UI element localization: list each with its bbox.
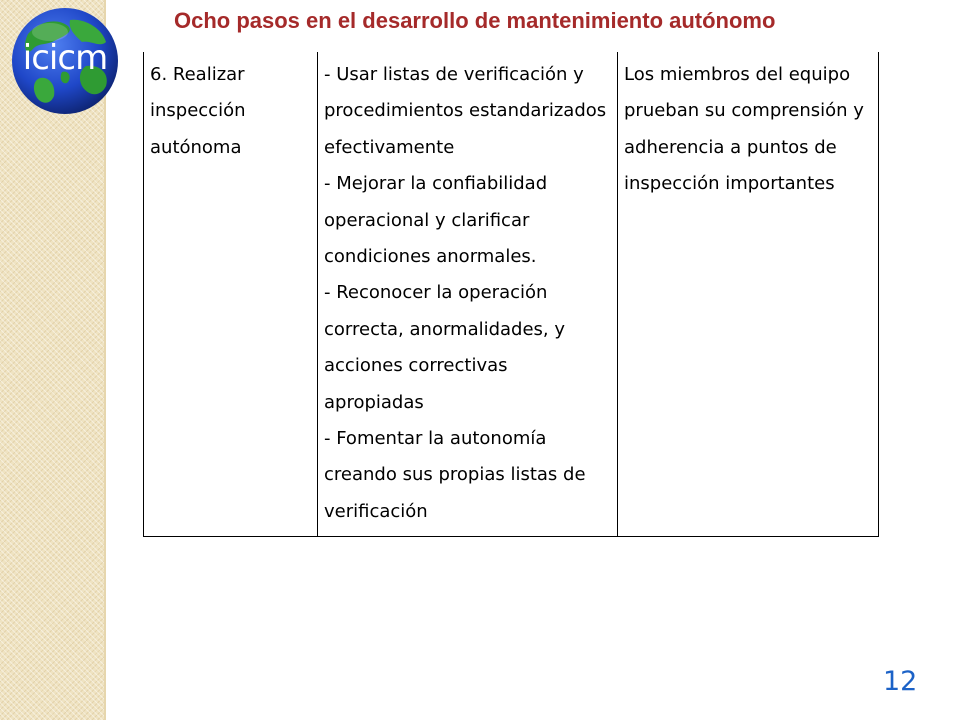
step-cell bbox=[144, 52, 318, 537]
steps-table bbox=[143, 52, 879, 537]
outcome-text: Los miembros del equipo prueban su comprensión y adherencia a puntos de inspección importantes bbox=[624, 64, 864, 195]
action-item: - Usar listas de verificación y procedimientos estandarizados efectivamente bbox=[324, 64, 607, 158]
icicm-logo bbox=[10, 6, 120, 116]
actions-cell bbox=[318, 52, 618, 537]
slide-title: Ocho pasos en el desarrollo de mantenimiento autónomo bbox=[174, 8, 776, 33]
action-item: - Fomentar la autonomía creando sus propias listas de verificación bbox=[324, 428, 586, 522]
logo-text: icicm bbox=[22, 38, 108, 78]
step-text: 6. Realizar inspección autónoma bbox=[150, 64, 246, 158]
action-item: - Reconocer la operación correcta, anormalidades, y acciones correctivas apropiadas bbox=[324, 282, 566, 413]
action-item: - Mejorar la confiabilidad operacional y clarificar condiciones anormales. bbox=[324, 173, 548, 268]
page-number: 12 bbox=[883, 666, 918, 697]
outcome-cell bbox=[618, 52, 879, 537]
table-row bbox=[144, 52, 879, 537]
